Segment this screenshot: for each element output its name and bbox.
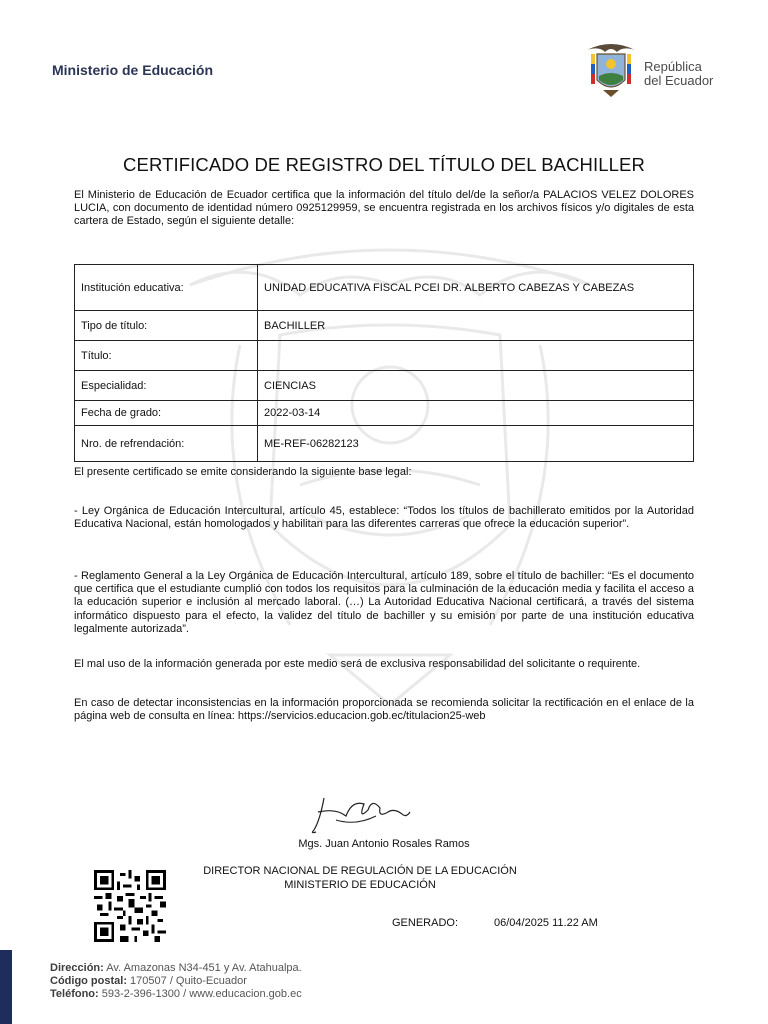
- signatory-name: Mgs. Juan Antonio Rosales Ramos: [298, 838, 470, 850]
- row-value: 2022-03-14: [258, 401, 694, 426]
- footer-contact: [50, 962, 302, 1001]
- footer-address-value: Av. Amazonas N34-451 y Av. Atahualpa.: [103, 962, 302, 974]
- row-label: Tipo de título:: [75, 311, 258, 341]
- row-value: UNIDAD EDUCATIVA FISCAL PCEI DR. ALBERTO CABEZAS Y CABEZAS: [258, 265, 694, 311]
- row-value: ME-REF-06282123: [258, 426, 694, 462]
- table-row: [75, 341, 694, 371]
- qr-code-icon: [94, 870, 166, 942]
- legal-intro: El presente certificado se emite considerando la siguiente base legal:: [74, 466, 412, 478]
- row-label: Institución educativa:: [75, 265, 258, 311]
- rectification-notice: En caso de detectar inconsistencias en la información proporcionada se recomienda solicitar la rectificación en el enlace de la página web de consulta en línea: https://servicios.educacion.gob.ec/titulacion25-web: [74, 697, 694, 723]
- row-label: Nro. de refrendación:: [75, 426, 258, 462]
- signatory-role-line-2: MINISTERIO DE EDUCACIÓN: [284, 879, 436, 891]
- footer-phone-label: Teléfono:: [50, 988, 99, 1000]
- row-value: CIENCIAS: [258, 371, 694, 401]
- footer-postal-label: Código postal:: [50, 975, 127, 987]
- title-details-table: [74, 264, 694, 462]
- table-row: [75, 311, 694, 341]
- footer-accent-bar: [0, 950, 12, 1024]
- ministry-name: Ministerio de Educación: [52, 62, 214, 78]
- table-row: [75, 265, 694, 311]
- misuse-notice: El mal uso de la información generada por este medio será de exclusiva responsabilidad del solicitante o requirente.: [74, 658, 641, 670]
- row-value: [258, 341, 694, 371]
- footer-postal-value: 170507 / Quito-Ecuador: [127, 975, 247, 987]
- legal-article-45: - Ley Orgánica de Educación Intercultural, artículo 45, establece: “Todos los títulos de bachillerato emitidos por la Autoridad Educativa Nacional, están homologados y habilitan para las diferentes carreras que ofrece la educación superior”.: [74, 505, 694, 531]
- table-row: [75, 371, 694, 401]
- intro-paragraph: El Ministerio de Educación de Ecuador certifica que la información del título del/de la señor/a PALACIOS VELEZ DOLORES LUCIA, con documento de identidad número 0925129959, se encuentra registrada en los archivos físicos y/o digitales de esta cartera de Estado, según el siguiente detalle:: [74, 189, 694, 228]
- row-value: BACHILLER: [258, 311, 694, 341]
- row-label: Fecha de grado:: [75, 401, 258, 426]
- handwritten-signature: [306, 790, 416, 840]
- certificate-title: CERTIFICADO DE REGISTRO DEL TÍTULO DEL BACHILLER: [123, 154, 645, 175]
- ecuador-coat-of-arms-icon: [583, 40, 639, 98]
- signatory-role-line-1: DIRECTOR NACIONAL DE REGULACIÓN DE LA EDUCACIÓN: [203, 865, 517, 877]
- footer-phone: [50, 988, 302, 1001]
- footer-address: [50, 962, 302, 975]
- row-label: Título:: [75, 341, 258, 371]
- republic-line-1: República: [644, 59, 702, 74]
- footer-address-label: Dirección:: [50, 962, 104, 974]
- legal-article-189: - Reglamento General a la Ley Orgánica de Educación Intercultural, artículo 189, sobre el título de bachiller: “Es el documento que certifica que el estudiante cumplió con todos los requisitos para la culminación de la educación media y facilita el acceso a la educación superior e inclusión al mercado laboral. (…) La Autoridad Educativa Nacional certificará, a través del sistema informático dispuesto para el efecto, la validez del título de bachiller y su emisión por parte de una institución educativa legalmente autorizada”.: [74, 570, 694, 635]
- row-label: Especialidad:: [75, 371, 258, 401]
- republic-wordmark: [644, 60, 713, 88]
- footer-phone-value: 593-2-396-1300 / www.educacion.gob.ec: [98, 988, 302, 1000]
- republic-line-2: del Ecuador: [644, 73, 714, 88]
- table-row: [75, 401, 694, 426]
- footer-postal: [50, 975, 302, 988]
- generated-timestamp: 06/04/2025 11.22 AM: [494, 917, 598, 929]
- table-row: [75, 426, 694, 462]
- generated-label: GENERADO:: [392, 917, 459, 929]
